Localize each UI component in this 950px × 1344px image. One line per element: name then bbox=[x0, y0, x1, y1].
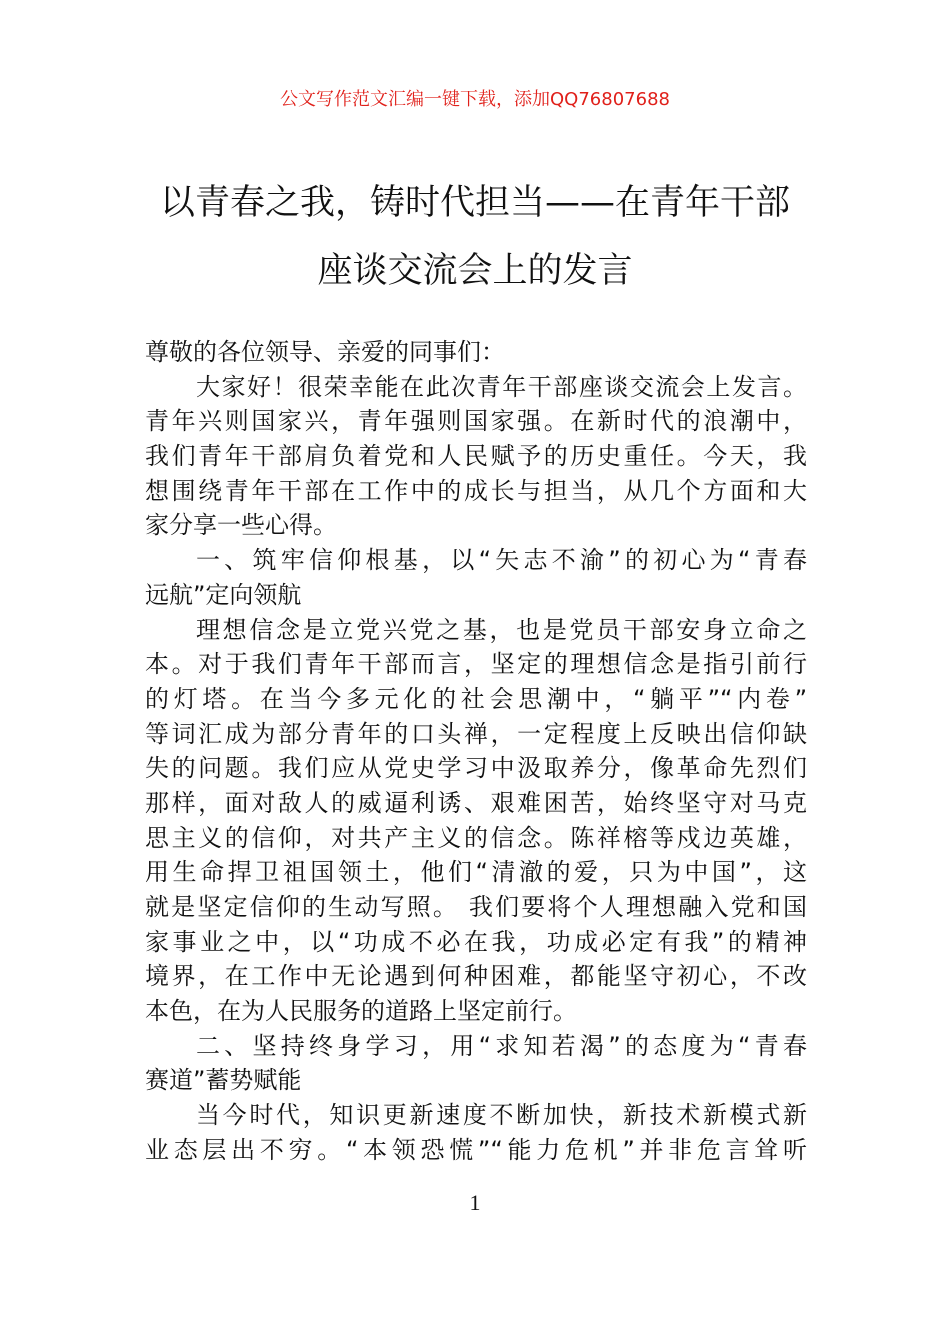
text-line: 用生命捍卫祖国领土，他们“清澈的爱，只为中国”，这 bbox=[145, 858, 807, 887]
text-line: 二、坚持终身学习，用“求知若渴”的态度为“青春 bbox=[196, 1031, 807, 1060]
text-line: 等词汇成为部分青年的口头禅，一定程度上反映出信仰缺 bbox=[145, 719, 807, 748]
text-line: 本。对于我们青年干部而言，坚定的理想信念是指引前行 bbox=[145, 650, 807, 679]
text-line: 的灯塔。在当今多元化的社会思潮中，“躺平”“内卷” bbox=[145, 684, 807, 713]
text-line: 境界，在工作中无论遇到何种困难，都能坚守初心，不改 bbox=[145, 962, 807, 991]
text-line: 业态层出不穷。“本领恐慌”“能力危机”并非危言耸听 bbox=[145, 1135, 807, 1164]
text-line: 大家好！很荣幸能在此次青年干部座谈交流会上发言。 bbox=[196, 372, 807, 401]
text-line: 思主义的信仰，对共产主义的信念。陈祥榕等戍边英雄， bbox=[145, 823, 807, 852]
text-line: 想围绕青年干部在工作中的成长与担当，从几个方面和大 bbox=[145, 476, 807, 505]
document-body bbox=[145, 335, 807, 1168]
text-line: 失的问题。我们应从党史学习中汲取养分，像革命先烈们 bbox=[145, 754, 807, 783]
document-title-line-1: 以青春之我，铸时代担当——在青年干部 bbox=[159, 183, 790, 223]
text-line: 远航”定向领航 bbox=[145, 580, 302, 609]
watermark-header: 公文写作范文汇编一键下载，添加QQ76807688 bbox=[280, 89, 670, 110]
text-line: 我们青年干部肩负着党和人民赋予的历史重任。今天，我 bbox=[145, 442, 807, 471]
text-line: 尊敬的各位领导、亲爱的同事们： bbox=[145, 338, 505, 366]
text-line: 理想信念是立党兴党之基，也是党员干部安身立命之 bbox=[196, 615, 807, 644]
text-line: 家分享一些心得。 bbox=[145, 511, 337, 540]
document-title-line-2: 座谈交流会上的发言 bbox=[317, 251, 633, 291]
text-line: 家事业之中，以“功成不必在我，功成必定有我”的精神 bbox=[145, 927, 807, 956]
text-line: 当今时代，知识更新速度不断加快，新技术新模式新 bbox=[196, 1101, 807, 1130]
page-number: 1 bbox=[469, 1190, 481, 1215]
text-line: 那样，面对敌人的威逼利诱、艰难困苦，始终坚守对马克 bbox=[145, 788, 807, 817]
text-line: 一、筑牢信仰根基，以“矢志不渝”的初心为“青春 bbox=[196, 546, 807, 575]
text-line: 赛道”蓄势赋能 bbox=[145, 1066, 302, 1095]
text-line: 本色，在为人民服务的道路上坚定前行。 bbox=[145, 997, 577, 1026]
text-line: 青年兴则国家兴，青年强则国家强。在新时代的浪潮中， bbox=[145, 407, 807, 436]
text-line: 就是坚定信仰的生动写照。 我们要将个人理想融入党和国 bbox=[145, 893, 807, 921]
